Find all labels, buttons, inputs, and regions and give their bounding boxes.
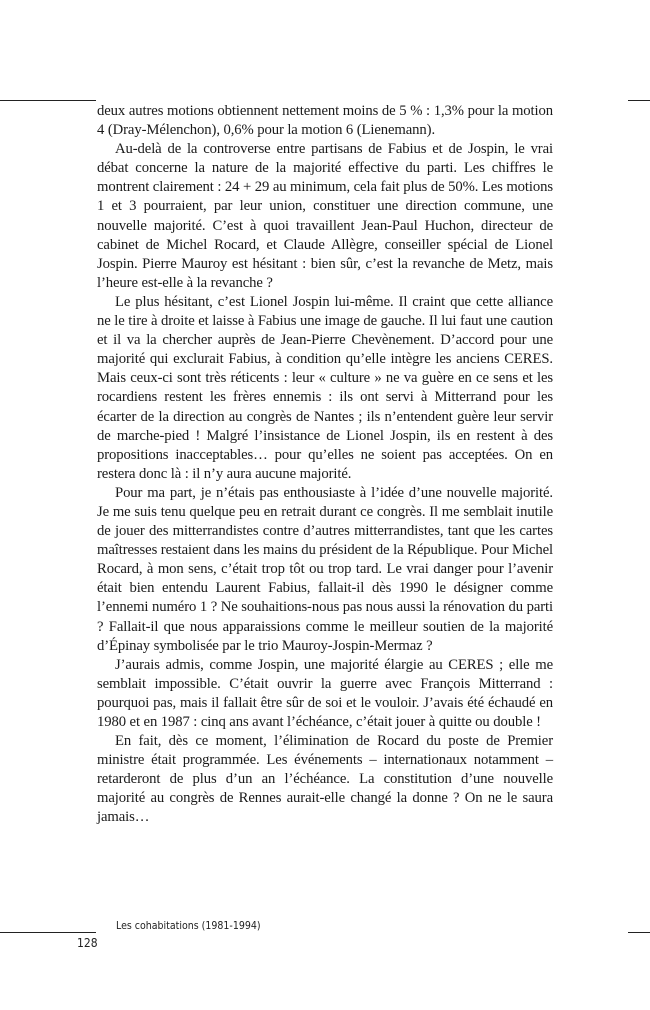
paragraph-3: Le plus hésitant, c’est Lionel Jospin lui-même. Il craint que cette alliance ne le tire à droite et laisse à Fabius une image de gauche. Il lui faut une caution et il va la chercher auprès de Jean-Pierre Chevènement. D’accord pour une majorité qui exclurait Fabius, à condition qu’elle intègre les anciens CERES. Mais ceux-ci sont très réticents : leur « culture » ne va guère en ce sens et les rocardiens restent les frères ennemis : ils ont servi à Mitterrand pour les écarter de la direction au congrès de Nantes ; ils n’entendent guère leur servir de marche-pied ! Malgré l’insistance de Lionel Jospin, ils en restent à des propositions inacceptables… pour qu’elles ne soient pas acceptées. On en restera donc là : il n’y aura aucune majorité.: [97, 293, 553, 482]
top-left-rule: [0, 100, 96, 101]
body-text: [97, 102, 553, 828]
running-title: Les cohabitations (1981-1994): [116, 920, 261, 932]
paragraph-5: J’aurais admis, comme Jospin, une majorité élargie au CERES ; elle me semblait impossible. C’était ouvrir la guerre avec François Mitterrand : pourquoi pas, mais il fallait être sûr de soi et le vouloir. J’avais été échaudé en 1980 et en 1987 : cinq ans avant l’échéance, c’était jouer à quitte ou double !: [97, 656, 553, 730]
paragraph-2: Au-delà de la controverse entre partisans de Fabius et de Jospin, le vrai débat concerne la nature de la majorité effective du parti. Les chiffres le montrent clairement : 24 + 29 au minimum, cela fait plus de 50%. Les motions 1 et 3 pourraient, par leur union, constituer une direction commune, une nouvelle majorité. C’est à quoi travaillent Jean-Paul Huchon, directeur de cabinet de Michel Rocard, et Claude Allègre, conseiller spécial de Lionel Jospin. Pierre Mauroy est hésitant : bien sûr, c’est la revanche de Metz, mais l’heure est-elle à la revanche ?: [97, 141, 553, 291]
top-right-rule: [628, 100, 650, 101]
paragraph-1: deux autres motions obtiennent nettement moins de 5 % : 1,3% pour la motion 4 (Dray-Mélenchon), 0,6% pour la motion 6 (Lienemann).: [97, 103, 553, 139]
paragraph-6: En fait, dès ce moment, l’élimination de Rocard du poste de Premier ministre était programmée. Les événements – internationaux notamment – retarderont de plus d’un an l’échéance. La constitution d’une nouvelle majorité au congrès de Rennes aurait-elle changé la donne ? On ne le saura jamais…: [97, 733, 553, 826]
paragraph-4: Pour ma part, je n’étais pas enthousiaste à l’idée d’une nouvelle majorité. Je me suis tenu quelque peu en retrait durant ce congrès. Il me semblait inutile de jouer des mitterrandistes contre d’autres mitterrandistes, tant que les cartes maîtresses restaient dans les mains du président de la République. Pour Michel Rocard, à mon sens, c’était trop tôt ou trop tard. Le vrai danger pour l’avenir était bien entendu Laurent Fabius, fallait-il dès 1990 le désigner comme l’ennemi numéro 1 ? Ne souhaitions-nous pas nous aussi la rénovation du parti ? Fallait-il que nous apparaissions comme le meilleur soutien de la majorité d’Épinay symbolisée par le trio Mauroy-Jospin-Mermaz ?: [97, 484, 553, 654]
bottom-right-rule: [628, 932, 650, 933]
bottom-left-rule: [0, 932, 96, 933]
page-number: 128: [77, 936, 98, 950]
